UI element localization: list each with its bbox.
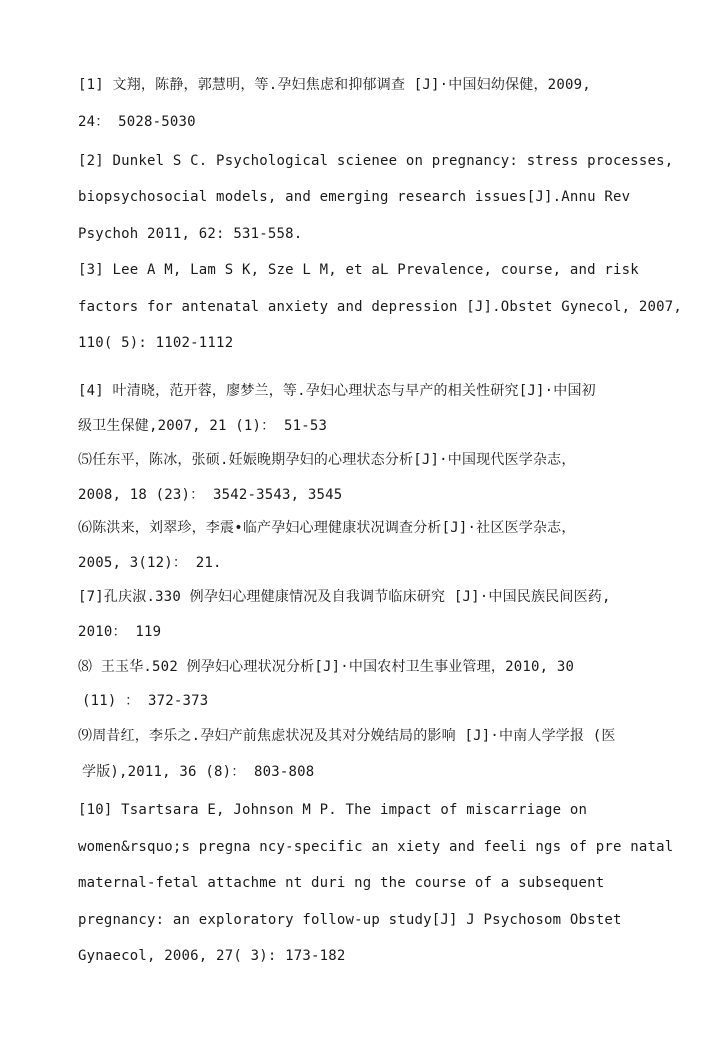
reference-line: 2005, 3(12)： 21. bbox=[78, 555, 222, 571]
reference-line: [7]孔庆淑.330 例孕妇心理健康情况及自我调节临床研究 [J]·中国民族民间医药, bbox=[78, 589, 611, 605]
reference-line: Psychoh 2011, 62: 531-558. bbox=[78, 226, 303, 242]
reference-line: 2010： 119 bbox=[78, 624, 162, 640]
reference-line: [3] Lee A M, Lam S K, Sze L M, et aL Prevalence, course, and risk bbox=[78, 262, 639, 278]
reference-line: Gynaecol, 2006, 27( 3): 173-182 bbox=[78, 948, 346, 964]
reference-line: [4] 叶清晓，范开蓉，廖梦兰，等.孕妇心理状态与早产的相关性研究[J]·中国初 bbox=[78, 383, 596, 399]
reference-line: ⑼周昔红，李乐之.孕妇产前焦虑状况及其对分娩结局的影响 [J]·中南人学学报 (医 bbox=[78, 728, 616, 744]
reference-line: (11) ： 372-373 bbox=[82, 693, 209, 709]
reference-line: biopsychosocial models, and emerging research issues[J].Annu Rev bbox=[78, 189, 631, 205]
reference-line: [2] Dunkel S C. Psychological scienee on pregnancy: stress processes, bbox=[78, 153, 674, 169]
reference-line: 110( 5): 1102-1112 bbox=[78, 335, 234, 351]
reference-line: [1] 文翔，陈静，郭慧明，等.孕妇焦虑和抑郁调查 [J]·中国妇幼保健，2009, bbox=[78, 77, 591, 93]
reference-line: factors for antenatal anxiety and depression [J].Obstet Gynecol, 2007, bbox=[78, 299, 683, 315]
reference-line: ⑹陈洪来，刘翠珍，李震•临产孕妇心理健康状况调查分析[J]·社区医学杂志， bbox=[78, 520, 576, 536]
reference-line: ⑻ 王玉华.502 例孕妇心理状况分析[J]·中国农村卫生事业管理，2010, 30 bbox=[78, 659, 575, 675]
reference-line: maternal-fetal attachme nt duri ng the course of a subsequent bbox=[78, 875, 605, 891]
reference-line: 24： 5028-5030 bbox=[78, 114, 196, 130]
reference-line: 级卫生保健,2007, 21 (1)： 51-53 bbox=[78, 418, 328, 434]
reference-line: women&rsquo;s pregna ncy-specific an xiety and feeli ngs of pre natal bbox=[78, 839, 674, 855]
reference-line: pregnancy: an exploratory follow-up study[J] J Psychosom Obstet bbox=[78, 912, 622, 928]
reference-line: [10] Tsartsara E, Johnson M P. The impact of miscarriage on bbox=[78, 802, 588, 818]
reference-line: 学版),2011, 36 (8)： 803-808 bbox=[82, 764, 315, 780]
reference-line: 2008, 18 (23)： 3542-3543, 3545 bbox=[78, 487, 343, 503]
reference-line: ⑸任东平，陈冰，张硕.妊娠晚期孕妇的心理状态分析[J]·中国现代医学杂志， bbox=[78, 452, 576, 468]
